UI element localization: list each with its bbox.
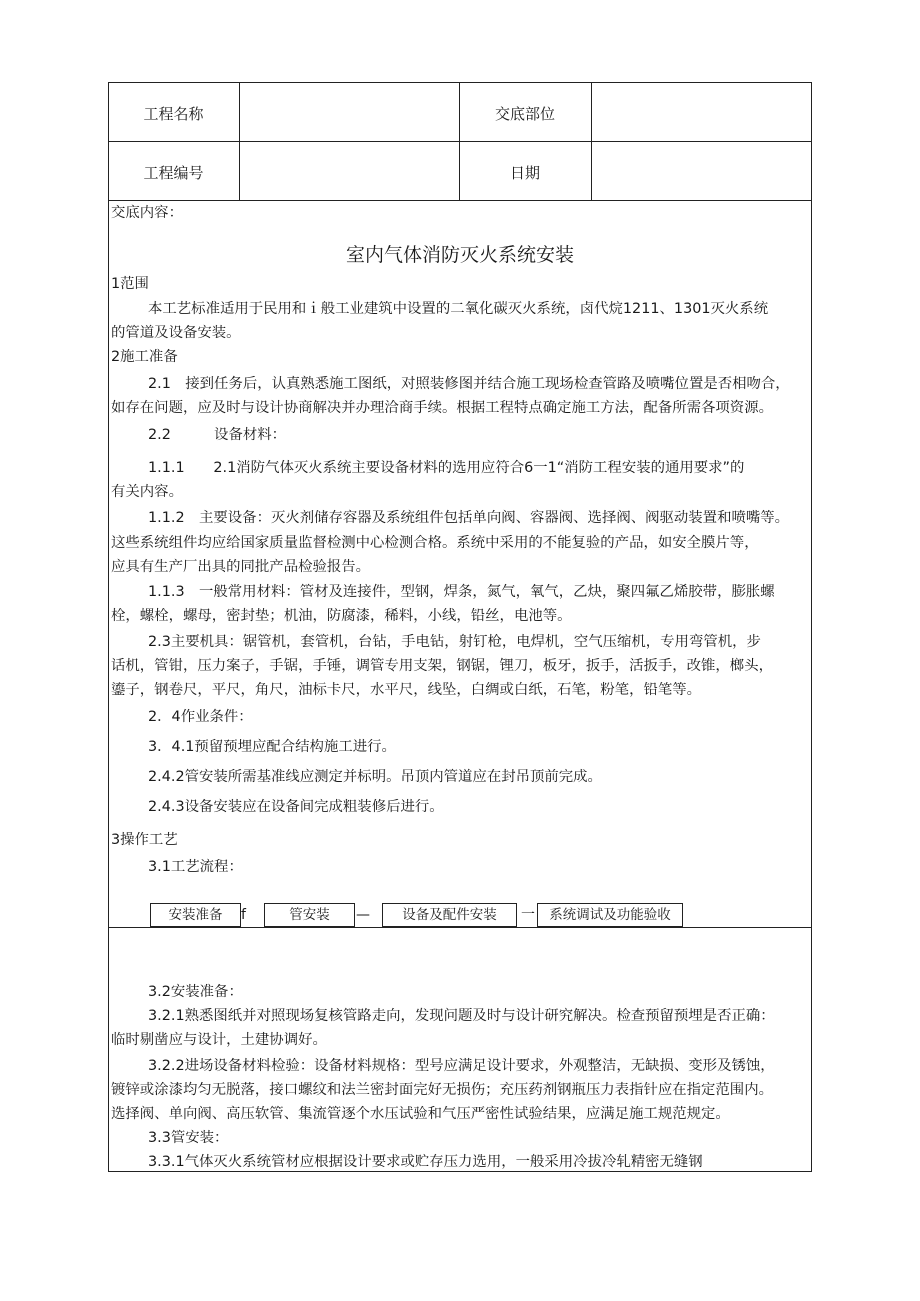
paragraph-line: 话机，管钳，压力案子，手锯，手锤，调管专用支架，钢锯，锂刀，板牙，扳手，活扳手，改锥，榔头， — [111, 658, 773, 674]
flow-connector: — — [356, 907, 370, 923]
col-divider — [239, 82, 240, 200]
paragraph-line: 有关内容。 — [111, 484, 183, 500]
section-heading: 1范围 — [111, 276, 149, 292]
flow-step-pipe: 管安装 — [264, 903, 355, 927]
flow-connector: f — [241, 907, 246, 923]
project-no-value[interactable] — [240, 162, 459, 182]
date-value[interactable] — [592, 162, 812, 182]
project-name-value[interactable] — [240, 103, 459, 123]
paragraph-line: 3.2.2进场设备材料检验：设备材料规格：型号应满足设计要求，外观整洁，无缺损、变形及锈蚀， — [148, 1058, 775, 1074]
paragraph-line: 2.1 接到任务后，认真熟悉施工图纸，对照装修图并结合施工现场检查管路及喷嘴位置是否相吻合， — [148, 376, 790, 392]
col-divider — [591, 82, 592, 200]
paragraph-line: 2.4.3设备安装应在设备间完成粗装修后进行。 — [148, 799, 444, 815]
paragraph-line: 这些系统组件均应给国家质量监督检测中心检测合格。系统中采用的不能复验的产品，如安全膜片等， — [111, 535, 759, 551]
paragraph-line: 3.2.1熟悉图纸并对照现场复核管路走向，发现问题及时与设计研究解决。检查预留预埋是否正确： — [148, 1008, 775, 1024]
flow-step-commissioning: 系统调试及功能验收 — [537, 903, 683, 927]
paragraph-line: 2.2 设备材料： — [148, 427, 287, 443]
section-heading: 3操作工艺 — [111, 832, 178, 848]
flow-step-prep: 安装准备 — [150, 903, 241, 927]
section-heading: 3.2安装准备： — [148, 984, 243, 1000]
paragraph-line: 2.4.2管安装所需基准线应测定并标明。吊顶内管道应在封吊顶前完成。 — [148, 769, 602, 785]
paragraph-line: 本工艺标准适用于民用和ｉ般工业建筑中设置的二氧化碳灭火系统，卤代烷1211、1301灭火系统 — [148, 301, 769, 317]
date-label: 日期 — [509, 164, 540, 182]
paragraph-line: 3．4.1预留预埋应配合结构施工进行。 — [148, 739, 396, 755]
section-heading: 3.3管安装： — [148, 1130, 229, 1146]
handover-part-value[interactable] — [592, 103, 812, 123]
row-divider — [108, 141, 812, 142]
row-divider — [108, 200, 812, 201]
flow-step-equipment: 设备及配件安装 — [382, 903, 517, 927]
paragraph-line: 鎏子，钢卷尺，平尺，角尺，油标卡尺，水平尺，线坠，白绸或白纸，石笔，粉笔，铅笔等。 — [111, 682, 702, 698]
paragraph-line: 栓，螺栓，螺母，密封垫；机油，防腐漆，稀料，小线，铅丝，电池等。 — [111, 608, 572, 624]
paragraph-line: 1.1.3 一般常用材料：管材及连接件，型钢，焊条，氮气，氧气，乙炔，聚四氟乙烯胶带，膨胀螺 — [148, 584, 775, 600]
project-no-label: 工程编号 — [143, 164, 204, 182]
handover-part-label: 交底部位 — [494, 105, 555, 123]
doc-title: 室内气体消防灭火系统安装 — [345, 244, 574, 266]
row-divider — [108, 927, 812, 928]
paragraph-line: 镀锌或涂漆均匀无脱落，接口螺纹和法兰密封面完好无损伤；充压药剂钢瓶压力表指针应在指定范围内。 — [111, 1082, 773, 1098]
paragraph-line: 临时剔凿应与设计，土建协调好。 — [111, 1032, 327, 1048]
paragraph-line: 的管道及设备安装。 — [111, 325, 241, 341]
content-label: 交底内容： — [111, 205, 183, 221]
project-name-label: 工程名称 — [143, 105, 204, 123]
paragraph-line: 1.1.1 2.1消防气体灭火系统主要设备材料的选用应符合6一1“消防工程安装的通用要求”的 — [148, 460, 745, 476]
paragraph-line: 1.1.2 主要设备：灭火剂储存容器及系统组件包括单向阀、容器阀、选择阀、阀驱动装置和喷嘴等。 — [148, 510, 790, 526]
paragraph-line: 应具有生产厂出具的同批产品检验报告。 — [111, 559, 371, 575]
paragraph-line: 2.3主要机具：锯管机，套管机，台钻，手电钻，射钉枪，电焊机，空气压缩机，专用弯管机，步 — [148, 634, 761, 650]
paragraph-line: 3.3.1气体灭火系统管材应根据设计要求或贮存压力选用，一般采用冷拔冷轧精密无缝钢 — [148, 1154, 703, 1170]
paragraph-line: 选择阀、单向阀、高压软管、集流管逐个水压试验和气压严密性试验结果，应满足施工规范规定。 — [111, 1106, 730, 1122]
paragraph-line: 3.1工艺流程： — [148, 859, 243, 875]
flow-connector: 一 — [521, 907, 535, 923]
section-heading: 2施工准备 — [111, 349, 178, 365]
paragraph-line: 2．4作业条件： — [148, 709, 253, 725]
paragraph-line: 如存在问题，应及时与设计协商解决并办理洽商手续。根据工程特点确定施工方法，配备所需各项资源。 — [111, 400, 773, 416]
